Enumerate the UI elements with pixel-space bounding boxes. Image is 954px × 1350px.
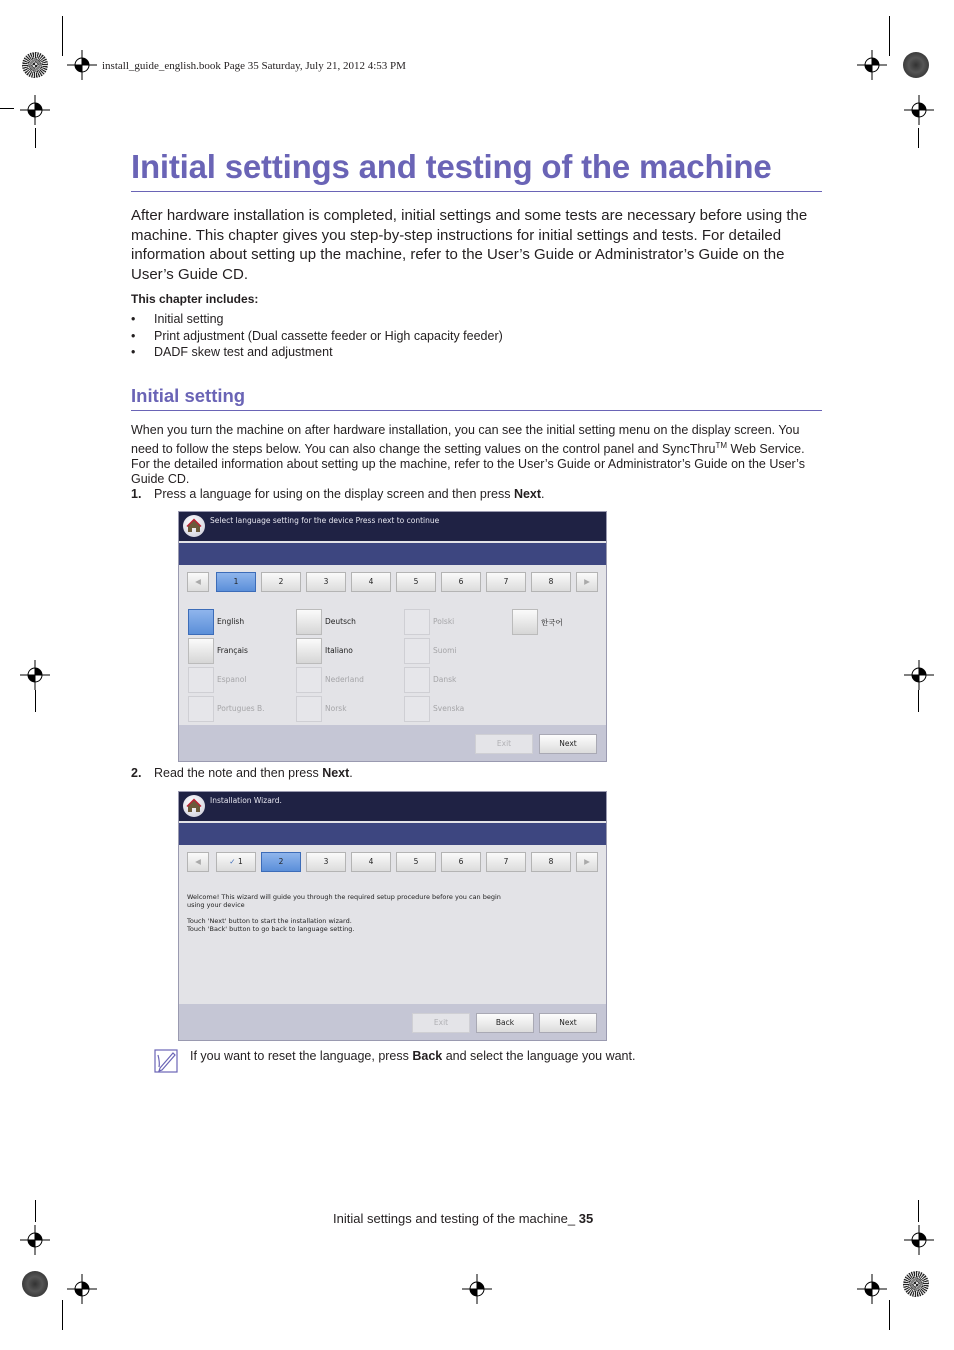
crosshair-icon — [20, 95, 50, 125]
section-heading: Initial setting — [131, 385, 246, 406]
next-page-button[interactable]: ▶ — [576, 852, 598, 872]
page-selector — [185, 572, 600, 592]
page-button-1[interactable]: 1 — [216, 572, 256, 592]
crosshair-icon — [857, 50, 887, 80]
exit-button: Exit — [475, 734, 533, 754]
page-button-2[interactable]: 2 — [261, 572, 301, 592]
includes-list — [131, 311, 503, 361]
installation-wizard-screen — [178, 791, 607, 1041]
crosshair-icon — [462, 1274, 492, 1304]
language-setting-screen: Select language setting for the device Press next to continue ◀ 1 2 3 4 5 6 7 8 ▶ English Français Espanol Portugues B. Deutsch Italiano Nederland Norsk Polski Suomi Dansk Svenska 한국어 Exit Next — [178, 511, 607, 762]
note-text: If you want to reset the language, press Back and select the language you want. — [190, 1049, 636, 1063]
step-2: 2. Read the note and then press Next. — [131, 766, 353, 780]
screen-header-band — [179, 823, 606, 845]
crop-line — [918, 128, 919, 148]
home-icon[interactable] — [183, 515, 205, 537]
page-number: 35 — [578, 1211, 594, 1226]
crosshair-icon — [20, 660, 50, 690]
page-button-6[interactable]: 6 — [441, 852, 481, 872]
list-item: • DADF skew test and adjustment — [131, 344, 503, 361]
screen-message: Installation Wizard. — [210, 796, 282, 805]
screen-header-band — [179, 543, 606, 565]
note-icon — [154, 1047, 180, 1073]
crop-line — [62, 1300, 63, 1330]
check-icon: ✓ — [229, 857, 236, 866]
screen-message: Select language setting for the device Press next to continue — [210, 516, 440, 525]
crop-line — [62, 16, 63, 56]
trademark-mark: TM — [715, 441, 727, 450]
book-header-line: install_guide_english.book Page 35 Saturday, July 21, 2012 4:53 PM — [102, 60, 406, 72]
section-divider — [131, 410, 822, 411]
page-button-3[interactable]: 3 — [306, 572, 346, 592]
crosshair-icon — [67, 1274, 97, 1304]
includes-heading: This chapter includes: — [131, 292, 259, 306]
back-button[interactable]: Back — [476, 1013, 534, 1033]
crop-line — [889, 1300, 890, 1330]
wizard-welcome-text: Welcome! This wizard will guide you through the required setup procedure before you can begin using your device Touch 'Next' button to start the installation wizard. Touch 'Back' button to go back to language setting. — [187, 893, 501, 933]
page-button-2[interactable]: 2 — [261, 852, 301, 872]
crop-line — [918, 1200, 919, 1222]
page-button-5[interactable]: 5 — [396, 572, 436, 592]
registration-disc-icon — [22, 1271, 48, 1297]
crop-line — [889, 16, 890, 56]
crop-line — [35, 128, 36, 148]
page-footer: Initial settings and testing of the machine_ 35 — [333, 1211, 594, 1226]
screen-title-bar — [179, 792, 606, 821]
page-button-8[interactable]: 8 — [531, 852, 571, 872]
crop-line — [35, 690, 36, 712]
next-button[interactable]: Next — [539, 1013, 597, 1033]
prev-page-button[interactable]: ◀ — [187, 572, 209, 592]
page-selector — [185, 852, 600, 872]
screen-title-bar — [179, 512, 606, 541]
exit-button: Exit — [412, 1013, 470, 1033]
crop-line — [35, 1200, 36, 1222]
home-icon[interactable] — [183, 795, 205, 817]
page-button-4[interactable]: 4 — [351, 572, 391, 592]
section-paragraph: When you turn the machine on after hardware installation, you can see the initial setting menu on the display screen. You need to follow the steps below. You can also change the setting values on the control panel and SyncThru™ Web Service. For the detailed information about setting up the machine, refer to the User’s Guide or Administrator’s Guide on the User’s Guide CD. — [131, 423, 805, 487]
next-button[interactable]: Next — [539, 734, 597, 754]
crosshair-icon — [904, 95, 934, 125]
page-button-4[interactable]: 4 — [351, 852, 391, 872]
page-title: Initial settings and testing of the machine — [131, 148, 772, 185]
prev-page-button[interactable]: ◀ — [187, 852, 209, 872]
crosshair-icon — [67, 50, 97, 80]
page-button-8[interactable]: 8 — [531, 572, 571, 592]
page-button-7[interactable]: 7 — [486, 572, 526, 592]
page-button-7[interactable]: 7 — [486, 852, 526, 872]
step-1: 1. Press a language for using on the display screen and then press Next. — [131, 487, 545, 501]
crosshair-icon — [857, 1274, 887, 1304]
page-button-6[interactable]: 6 — [441, 572, 481, 592]
intro-paragraph: After hardware installation is completed, initial settings and some tests are necessary before using the machine. This chapter gives you step-by-step instructions for initial settings and tests. For detailed information about setting up the machine, refer to the User’s Guide or Administrator’s Guide on the User’s Guide CD. — [131, 207, 808, 283]
crop-line — [0, 108, 14, 109]
list-item: • Initial setting — [131, 311, 503, 328]
registration-disc-icon — [903, 52, 929, 78]
crosshair-icon — [20, 1225, 50, 1255]
list-item: • Print adjustment (Dual cassette feeder or High capacity feeder) — [131, 328, 503, 345]
crosshair-icon — [904, 660, 934, 690]
next-page-button[interactable]: ▶ — [576, 572, 598, 592]
registration-disc-icon — [903, 1271, 929, 1297]
registration-disc-icon — [22, 52, 48, 78]
title-divider — [131, 191, 822, 192]
screen-footer — [179, 725, 606, 761]
page-button-3[interactable]: 3 — [306, 852, 346, 872]
crop-line — [918, 690, 919, 712]
screen-footer — [179, 1004, 606, 1040]
crosshair-icon — [904, 1225, 934, 1255]
page-button-1[interactable]: ✓ 1 — [216, 852, 256, 872]
page-button-5[interactable]: 5 — [396, 852, 436, 872]
